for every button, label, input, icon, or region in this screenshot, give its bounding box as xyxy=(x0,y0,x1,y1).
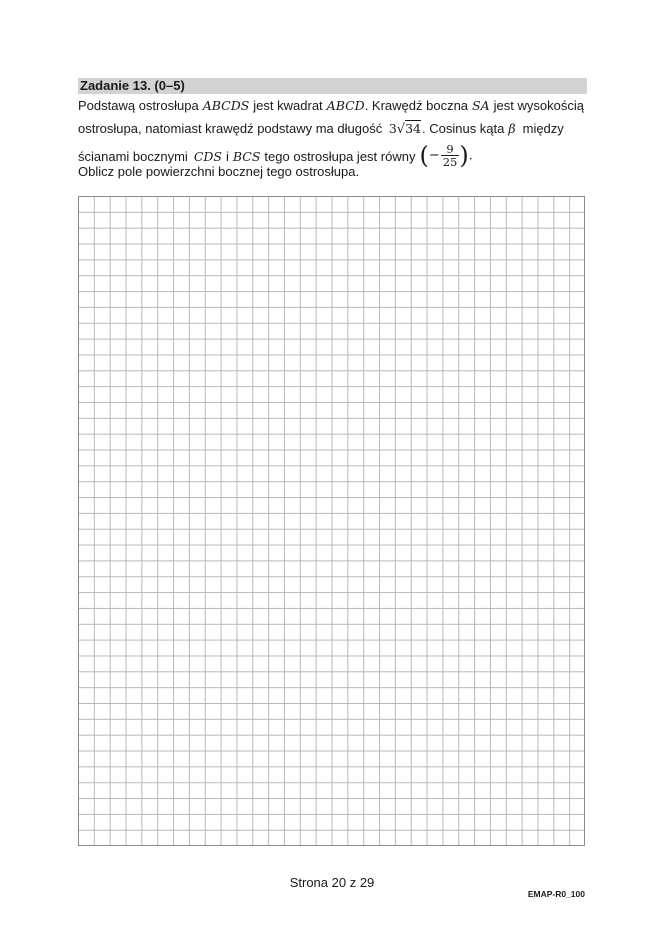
task-header xyxy=(78,78,587,94)
period: . xyxy=(468,147,473,163)
math-symbol: CDS xyxy=(193,148,222,164)
math-coefficient: 3 xyxy=(388,121,397,136)
text: tego ostrosłupa jest równy xyxy=(264,148,416,164)
text: ścianami bocznymi xyxy=(78,148,188,164)
minus-sign-icon: − xyxy=(428,147,440,163)
text: i xyxy=(225,148,229,164)
text: jest kwadrat xyxy=(253,98,323,113)
text: . Krawędź boczna xyxy=(364,98,469,113)
problem-line-4: Oblicz pole powierzchni bocznej tego ostrosłupa. xyxy=(78,164,360,179)
text: . Cosinus kąta xyxy=(422,121,505,136)
text: jest wysokością xyxy=(493,98,584,113)
task-title: Zadanie 13. (0–5) xyxy=(80,78,185,93)
text: ostrosłupa, natomiast krawędź podstawy ma długość xyxy=(78,121,383,136)
math-symbol: ABCDS xyxy=(202,98,250,113)
math-symbol: ABCD xyxy=(326,98,365,113)
denominator: 25 xyxy=(442,155,458,169)
left-paren-icon: ( xyxy=(419,141,429,170)
math-symbol: BCS xyxy=(232,148,261,164)
square-root xyxy=(397,120,421,139)
fraction xyxy=(441,143,460,168)
numerator: 9 xyxy=(441,143,460,156)
math-symbol: SA xyxy=(472,98,490,113)
document-code: EMAP-R0_100 xyxy=(527,889,585,899)
text: między xyxy=(522,121,564,136)
problem-line-2 xyxy=(78,120,564,139)
fraction-expression xyxy=(419,143,472,168)
radicand: 34 xyxy=(405,121,421,136)
radical-sign-icon: √ xyxy=(396,122,406,137)
answer-grid[interactable] xyxy=(78,196,585,846)
problem-line-1 xyxy=(78,97,584,115)
math-symbol: β xyxy=(508,121,516,136)
text: Podstawą ostrosłupa xyxy=(78,98,199,113)
right-paren-icon: ) xyxy=(459,141,469,170)
page-number: Strona 20 z 29 xyxy=(289,875,375,890)
